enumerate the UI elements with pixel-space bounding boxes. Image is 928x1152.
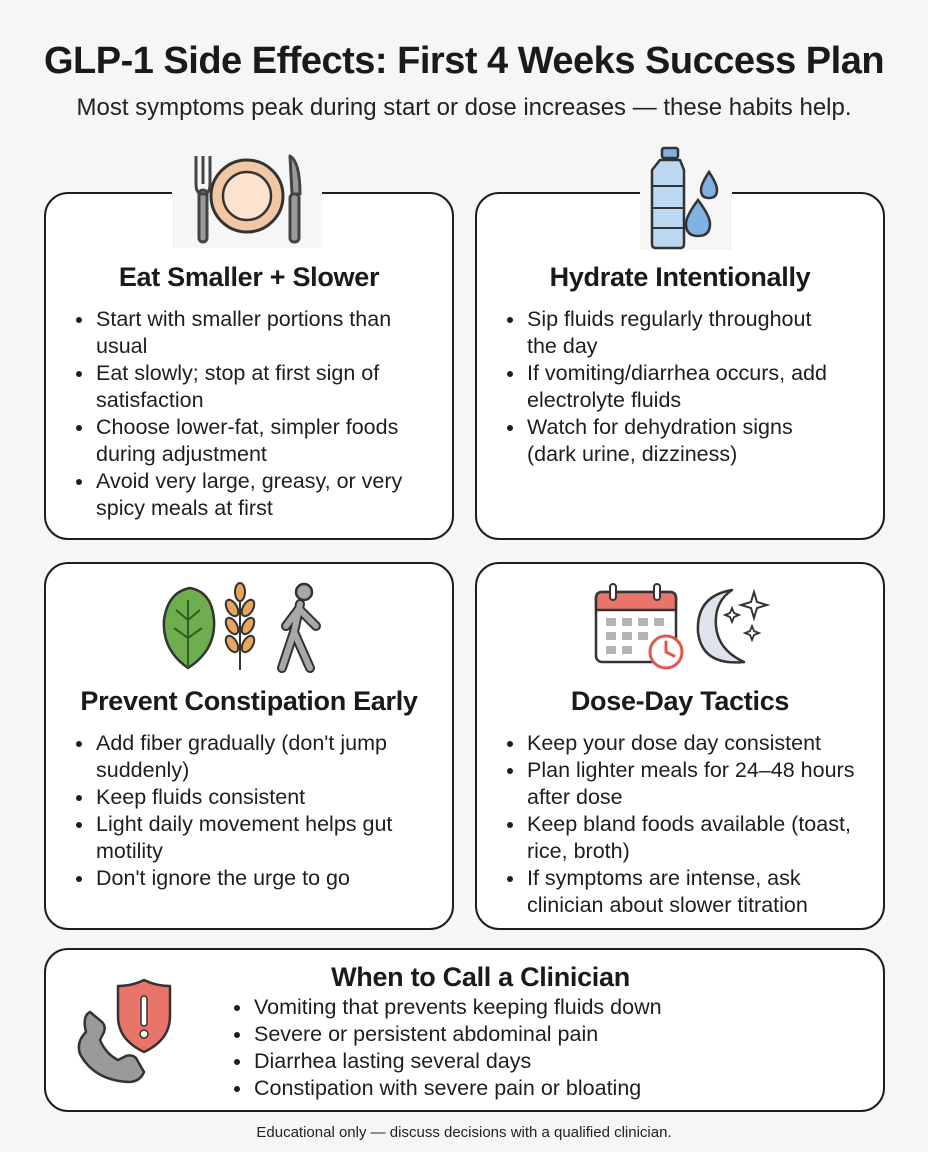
bullet-text: If vomiting/diarrhea occurs, add [527, 361, 827, 385]
bullet-text: (dark urine, dizziness) [527, 442, 738, 466]
bullet-item [74, 811, 444, 865]
bullet-item [505, 360, 875, 414]
bullet-text: Add fiber gradually (don't jump [96, 731, 387, 755]
bullet-item [232, 994, 852, 1021]
bullet-text: Constipation with severe pain or bloating [254, 1076, 642, 1100]
bullet-text: rice, broth) [527, 839, 630, 863]
bullet-text: satisfaction [96, 388, 204, 412]
disclaimer-footer: Educational only — discuss decisions with a qualified clinician. [256, 1124, 672, 1141]
bullet-text: If symptoms are intense, ask [527, 866, 801, 890]
bullet-item [74, 865, 444, 892]
bullet-list [74, 730, 444, 892]
bullet-list [74, 306, 444, 522]
bullet-text: during adjustment [96, 442, 267, 466]
page-title: GLP-1 Side Effects: First 4 Weeks Success Plan [43, 40, 885, 82]
bullet-text: Eat slowly; stop at first sign of [96, 361, 380, 385]
bullet-item [74, 360, 444, 414]
bullet-text: Watch for dehydration signs [527, 415, 793, 439]
bullet-text: Keep your dose day consistent [527, 731, 822, 755]
bullet-item [505, 757, 875, 811]
bullet-list [505, 306, 875, 468]
bullet-list [505, 730, 875, 919]
bullet-list [232, 994, 852, 1102]
bullet-item [232, 1048, 852, 1075]
bullet-item [505, 811, 875, 865]
bullet-item [74, 468, 444, 522]
bullet-text: Vomiting that prevents keeping fluids down [254, 995, 662, 1019]
card-title: Hydrate Intentionally [549, 262, 811, 292]
bullet-text: the day [527, 334, 598, 358]
card-title: When to Call a Clinician [331, 962, 630, 992]
bullet-text: suddenly) [96, 758, 190, 782]
bullet-item [232, 1021, 852, 1048]
bullet-item [74, 730, 444, 784]
bullet-text: Plan lighter meals for 24–48 hours [527, 758, 855, 782]
bullet-text: Light daily movement helps gut [96, 812, 393, 836]
bullet-item [505, 730, 875, 757]
bullet-text: after dose [527, 785, 623, 809]
bullet-text: Avoid very large, greasy, or very [96, 469, 403, 493]
bullet-text: Don't ignore the urge to go [96, 866, 350, 890]
bullet-item [74, 414, 444, 468]
bullet-text: usual [96, 334, 148, 358]
calendar-moon-icon [592, 580, 772, 674]
bullet-text: clinician about slower titration [527, 893, 808, 917]
phone-shield-alert-icon [72, 976, 192, 1088]
bullet-text: Sip fluids regularly throughout [527, 307, 812, 331]
bullet-text: Choose lower-fat, simpler foods [96, 415, 399, 439]
bullet-text: Keep fluids consistent [96, 785, 306, 809]
card-title: Dose-Day Tactics [570, 686, 790, 716]
water-bottle-icon [640, 146, 732, 250]
bullet-item [74, 306, 444, 360]
page-subtitle: Most symptoms peak during start or dose increases — these habits help. [76, 94, 852, 121]
card-title: Prevent Constipation Early [80, 686, 418, 716]
bullet-text: Severe or persistent abdominal pain [254, 1022, 599, 1046]
bullet-item [232, 1075, 852, 1102]
card-call-clinician [44, 948, 885, 1112]
bullet-text: Diarrhea lasting several days [254, 1049, 532, 1073]
card-title: Eat Smaller + Slower [118, 262, 380, 292]
bullet-text: Start with smaller portions than [96, 307, 392, 331]
bullet-text: motility [96, 839, 163, 863]
bullet-item [505, 306, 875, 360]
bullet-text: Keep bland foods available (toast, [527, 812, 851, 836]
bullet-item [505, 865, 875, 919]
bullet-text: spicy meals at first [96, 496, 273, 520]
bullet-text: electrolyte fluids [527, 388, 682, 412]
plate-fork-knife-icon [172, 150, 322, 248]
fiber-walking-icon [158, 580, 334, 674]
bullet-item [74, 784, 444, 811]
bullet-item [505, 414, 875, 468]
